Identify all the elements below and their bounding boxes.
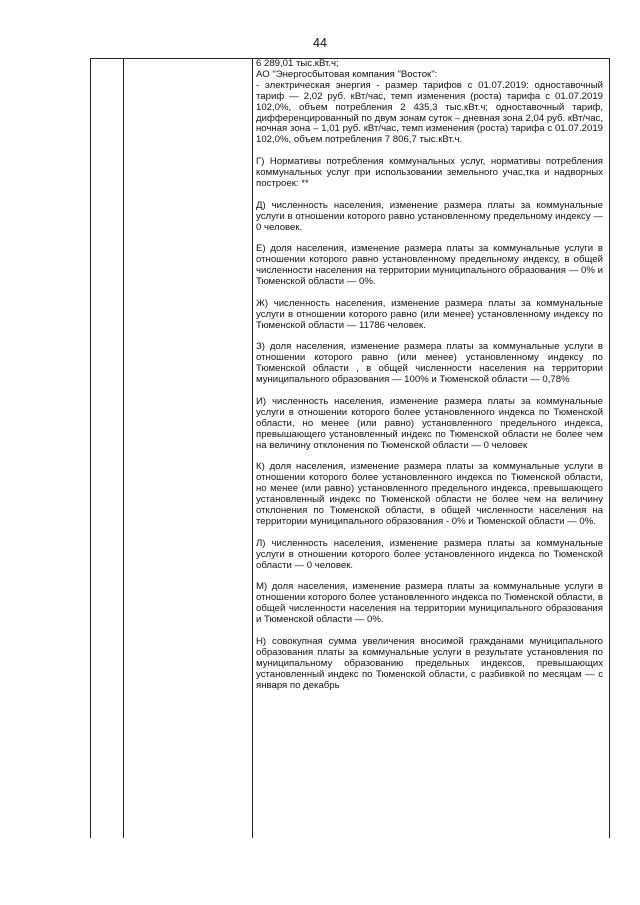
paragraph-k-population-share: К) доля населения, изменение размера платы за коммунальные услуги в отношении которого более установленного индекса по Тюменской области, но менее (или равно) установленного предельного индекса, превышающего установленный индекс по Тюменской области не более чем на величину отклонения по Тюменской области, в общей численности населения на территории муниципального образования - 0% и Тюменской области — 0%. — [256, 461, 603, 527]
document-table — [90, 58, 610, 838]
paragraph-zh-population: Ж) численность населения, изменение размера платы за коммунальные услуги в отношении которого равно (или менее) установленному индексу по Тюменской области — 11786 человек. — [256, 297, 603, 331]
paragraph-n-total-increase: Н) совокупная сумма увеличения вносимой гражданами муниципального образования платы за коммунальные услуги в результате установления по муниципальному образованию предельных индексов, превышающих установленный индекс по Тюменской области, с разбивкой по месяцам — с января по декабрь — [256, 635, 603, 691]
paragraph-d-population: Д) численность населения, изменение размера платы за коммунальные услуги в отношении которого равно установленному предельному индексу — 0 человек. — [256, 199, 603, 233]
paragraph-electricity-tariffs: - электрическая энергия - размер тарифов с 01.07.2019: одноставочный тариф — 2,02 руб. кВт/час, темп изменения (роста) тарифа с 01.07.2019 102,0%, объем потребления 2 435,3 тыс.кВт.ч; одноставочный тариф, дифференцированный по двум зонам суток – дневная зона 2,04 руб. кВт/час, ночная зона – 1,01 руб. кВт/час, темп изменения (роста) тарифа с 01.07.2019 102,0%, объем потребления 7 806,7 тыс.кВт.ч. — [256, 79, 603, 146]
paragraph-m-population-share: М) доля населения, изменение размера платы за коммунальные услуги в отношении которого более установленного индекса по Тюменской области, в общей численности населения на территории муниципального образования и Тюменской области — 0%. — [256, 581, 603, 626]
paragraph-company-name: АО "Энергосбытовая компания "Восток": — [256, 68, 438, 80]
paragraph-l-population: Л) численность населения, изменение размера платы за коммунальные услуги в отношении которого более установленного индекса по Тюменской области — 0 человек. — [256, 537, 603, 571]
table-column-divider — [123, 59, 124, 838]
paragraph-energy-volume: 6 289,01 тыс.кВт.ч; — [256, 59, 339, 69]
table-content-cell — [256, 59, 603, 838]
paragraph-z-population-share: З) доля населения, изменение размера платы за коммунальные услуги в отношении которого равно (или менее) установленному индексу по Тюменской области , в общей численности населения на территории муниципального образования — 100% и Тюменской области — 0,78% — [256, 341, 603, 386]
paragraph-e-population-share: Е) доля населения, изменение размера платы за коммунальные услуги в отношении которого равно установленному предельному индексу, в общей численности населения на территории муниципального образования — 0% и Тюменской области — 0%. — [256, 243, 603, 288]
page-number: 44 — [313, 36, 327, 50]
table-column-divider — [252, 59, 253, 838]
paragraph-g-consumption-norms: Г) Нормативы потребления коммунальных услуг, нормативы потребления коммунальных услуг при использовании земельного учас,тка и надворных построек: ** — [256, 156, 603, 189]
paragraph-i-population: И) численность населения, изменение размера платы за коммунальные услуги в отношении которого более установленного индекса по Тюменской области, но менее (или равно) установленного предельного индекса, превышающего установленный индекс по Тюменской области не более чем на величину отклонения по Тюменской области — 0 человек — [256, 396, 603, 451]
